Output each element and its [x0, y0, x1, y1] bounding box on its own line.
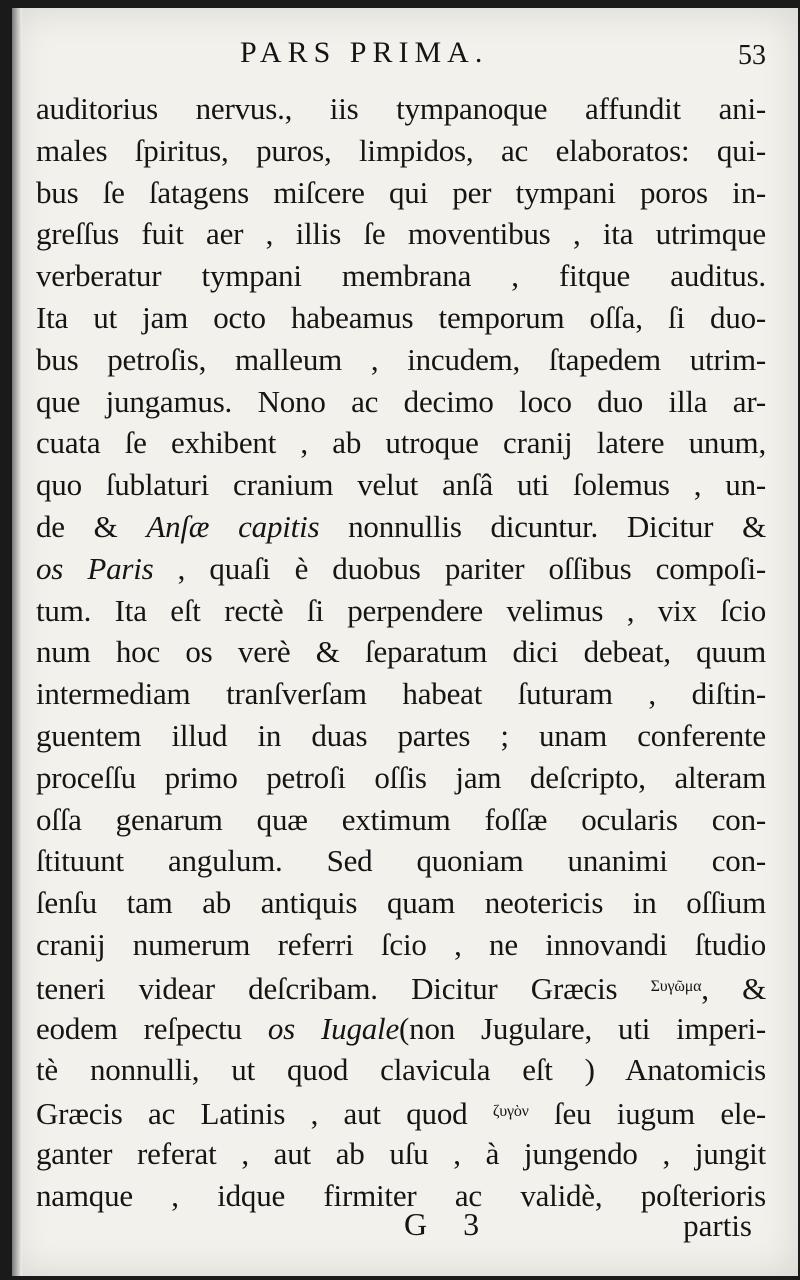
text-line [36, 840, 766, 882]
text-line [36, 506, 766, 548]
page-gutter-shadow [12, 8, 22, 1276]
text-line [36, 548, 766, 590]
text-segment: namque , idque firmiter ac validè, poſterioris [36, 1177, 766, 1213]
text-line [36, 130, 766, 172]
text-line [36, 673, 766, 715]
text-segment: teneri videar deſcribam. Dicitur Græcis [36, 970, 651, 1006]
text-segment: auditorius nervus., iis tympanoque affundit ani- [36, 91, 766, 126]
text-line [36, 966, 766, 1008]
text-segment: ſenſu tam ab antiquis quam neotericis in oſſium [36, 885, 766, 921]
signature-mark: G 3 [404, 1206, 494, 1242]
text-line [36, 715, 766, 757]
running-head [12, 36, 798, 76]
book-page [12, 8, 798, 1276]
italic-term: os Paris [36, 550, 154, 586]
text-segment: males ſpiritus, puros, limpidos, ac elaboratos: qui- [36, 132, 766, 168]
text-line [36, 924, 766, 966]
text-line [36, 88, 766, 130]
text-line [36, 422, 766, 464]
text-line [36, 339, 766, 381]
text-line [36, 1008, 766, 1050]
body-text [36, 88, 766, 1217]
text-line [36, 172, 766, 214]
text-line [36, 757, 766, 799]
text-segment: verberatur tympani membrana , fitque auditus. [36, 258, 766, 294]
text-segment: de & [36, 508, 147, 544]
text-segment: ſeu iugum ele- [528, 1096, 766, 1132]
text-line [36, 1133, 766, 1175]
text-segment: num hoc os verè & ſeparatum dici debeat, quum [36, 634, 766, 670]
italic-term: Anſæ capitis [146, 508, 320, 544]
greek-term: ζυγὸν [492, 1103, 529, 1121]
text-segment: (non Jugulare, uti imperi- [399, 1010, 766, 1046]
text-segment: ſtituunt angulum. Sed quoniam unanimi con- [36, 843, 766, 879]
text-segment: tum. Ita eſt rectè ſi perpendere velimus , vix ſcio [36, 592, 766, 628]
text-line [36, 213, 766, 255]
text-segment: , & [701, 970, 766, 1006]
text-segment: cuata ſe exhibent , ab utroque cranij latere unum, [36, 425, 766, 461]
text-line [36, 882, 766, 924]
catchword: partis [683, 1208, 752, 1243]
text-segment: Græcis ac Latinis , aut quod [36, 1096, 493, 1132]
text-segment: greſſus fuit aer , illis ſe moventibus , ita utrimque [36, 216, 766, 252]
text-segment: proceſſu primo petroſi oſſis jam deſcripto, alteram [36, 759, 766, 795]
text-segment: guentem illud in duas partes ; unam conferente [36, 717, 766, 753]
text-line [36, 1049, 766, 1091]
text-segment: nonnullis dicuntur. Dicitur & [319, 508, 766, 544]
text-line [36, 255, 766, 297]
text-line [36, 464, 766, 506]
text-segment: bus petroſis, malleum , incudem, ſtapedem utrim- [36, 341, 766, 377]
text-segment: quo ſublaturi cranium velut anſâ uti ſolemus , un- [36, 467, 766, 503]
text-segment: intermediam tranſverſam habeat ſuturam , diſtin- [36, 676, 766, 712]
text-line [36, 297, 766, 339]
text-line [36, 381, 766, 423]
text-segment: oſſa genarum quæ extimum foſſæ ocularis con- [36, 801, 766, 837]
text-segment: eodem reſpectu [36, 1010, 268, 1046]
text-segment: , quaſi è duobus pariter oſſibus compoſi- [153, 550, 766, 586]
text-segment: tè nonnulli, ut quod clavicula eſt ) Anatomicis [36, 1052, 766, 1088]
running-head-title: PARS PRIMA. [240, 36, 489, 69]
text-line [36, 1091, 766, 1133]
text-segment: ganter referat , aut ab uſu , à jungendo , jungit [36, 1135, 766, 1171]
page-footer [12, 1206, 798, 1250]
text-segment: que jungamus. Nono ac decimo loco duo illa ar- [36, 383, 766, 419]
text-segment: cranij numerum referri ſcio , ne innovandi ſtudio [36, 926, 766, 962]
greek-term: Συγῶμα [650, 977, 702, 995]
page-number: 53 [738, 40, 766, 71]
italic-term: os Iugale [267, 1010, 400, 1046]
text-segment: bus ſe ſatagens miſcere qui per tympani poros in- [36, 174, 766, 210]
text-line [36, 631, 766, 673]
text-line [36, 590, 766, 632]
text-segment: Ita ut jam octo habeamus temporum oſſa, ſi duo- [36, 299, 766, 335]
text-line [36, 799, 766, 841]
